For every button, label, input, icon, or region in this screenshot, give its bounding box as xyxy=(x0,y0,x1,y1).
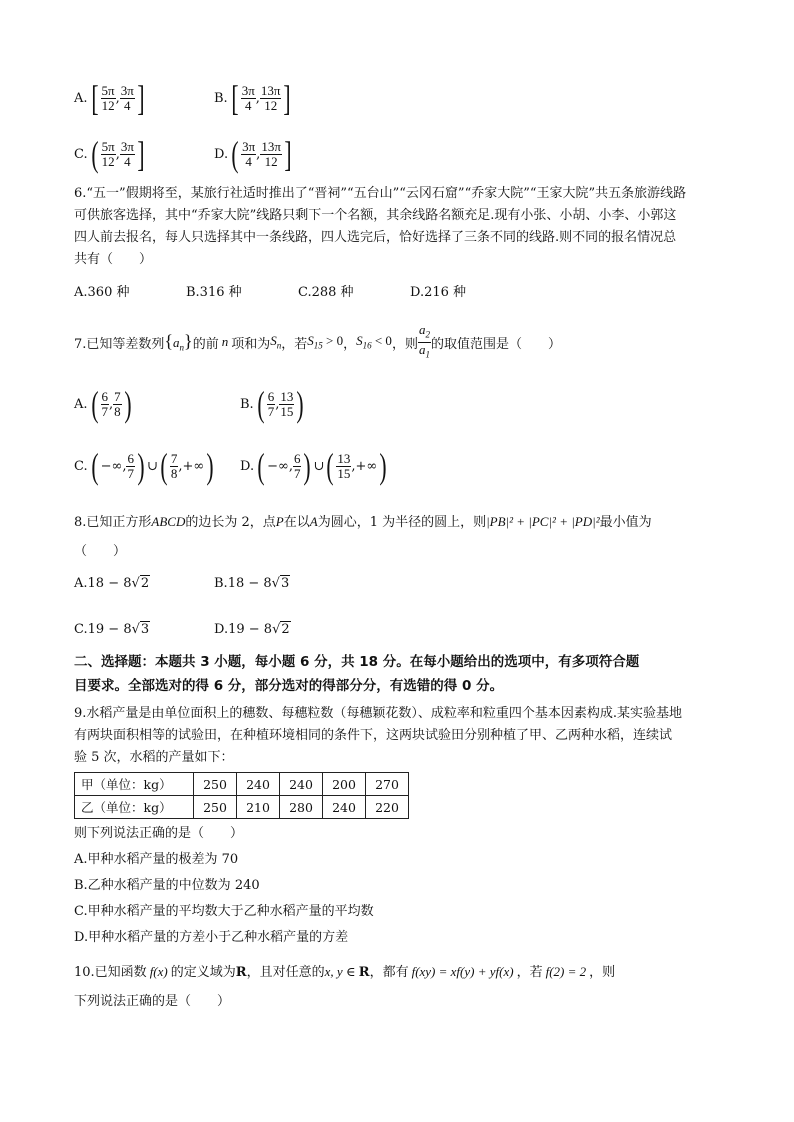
q6-options xyxy=(74,278,466,302)
q9-option-a[interactable]: A.甲种水稻产量的极差为 70 xyxy=(74,852,239,867)
q6-text-line-3: 四人前去报名，每人只选择其中一条线路，四人选完后，恰好选择了三条不同的线路.则不同的报名情况总 xyxy=(74,230,677,245)
table-cell: 240 xyxy=(237,773,280,796)
fraction: $\frac{13}{15}$ xyxy=(337,450,351,481)
q9-yield-table xyxy=(74,772,409,819)
table-row xyxy=(75,796,409,819)
fraction: $\frac{3\pi}{4}$ xyxy=(241,82,255,113)
q6-text-line-4: 共有（ ） xyxy=(74,252,153,267)
q8-option-a[interactable]: A.18 − 8√2 xyxy=(74,575,150,591)
q5-option-b[interactable]: B. [ $\frac{3\pi}{4}$ , $\frac{13\pi}{12}$ ] xyxy=(214,78,292,118)
sequence-symbol: $\{a_n\}$ xyxy=(164,331,193,353)
table-row-header: 甲（单位：kg） xyxy=(75,773,194,796)
distance-expression: |PB|² + |PC|² + |PD|² xyxy=(486,514,600,529)
table-cell: 280 xyxy=(280,796,323,819)
fraction: $\frac{7}{8}$ xyxy=(170,450,178,481)
q9-text-line-3: 验 5 次，水稻的产量如下： xyxy=(74,750,234,765)
table-cell: 240 xyxy=(280,773,323,796)
q8-stem: 8.已知正方形ABCD的边长为 2，点P在以A为圆心，1 为半径的圆上，则|PB|² + |PC|² + |PD|²最小值为 xyxy=(74,514,652,530)
q8-options-row-1 xyxy=(74,568,290,598)
q6-text-line-1: 6.“五一”假期将至，某旅行社适时推出了“晋祠”“五台山”“云冈石窟”“乔家大院”“王家大院”共五条旅游线路 xyxy=(74,186,687,201)
q9-option-c[interactable]: C.甲种水稻产量的平均数大于乙种水稻产量的平均数 xyxy=(74,904,374,919)
fraction: $\frac{5\pi}{12}$ xyxy=(101,82,115,113)
q5-option-c[interactable]: C. ( $\frac{5\pi}{12}$ , $\frac{3\pi}{4}$ ] xyxy=(74,134,145,174)
table-cell: 220 xyxy=(366,796,409,819)
fraction: $\frac{13\pi}{12}$ xyxy=(261,138,281,169)
q5-options-row-1 xyxy=(74,78,293,118)
q10-stem: 10.已知函数 f(x) 的定义域为R，且对任意的x, y ∈ R，都有 f(xy) = xf(y) + yf(x) ，若 f(2) = 2 ，则 xyxy=(74,964,616,980)
q8-option-c[interactable]: C.19 − 8√3 xyxy=(74,621,150,637)
table-cell: 200 xyxy=(323,773,366,796)
q7-option-d[interactable]: D. ( −∞, $\frac{6}{7}$ ) ∪ ( $\frac{13}{15}$ ,+∞ ) xyxy=(240,446,387,486)
q9-stem: 则下列说法正确的是（ ） xyxy=(74,826,244,841)
q6-option-c[interactable]: C.288 种 xyxy=(298,284,354,300)
table-row xyxy=(75,773,409,796)
fraction: $\frac{3\pi}{4}$ xyxy=(120,82,134,113)
q6-option-d[interactable]: D.216 种 xyxy=(410,284,467,300)
q7-options-row-1 xyxy=(74,384,306,424)
table-cell: 250 xyxy=(194,773,237,796)
q8-options-row-2 xyxy=(74,614,291,644)
q9-text-line-2: 有两块面积相等的试验田，在种植环境相同的条件下，这两块试验田分别种植了甲、乙两种水稻，连续试 xyxy=(74,728,673,743)
fraction: $\frac{6}{7}$ xyxy=(101,388,109,419)
q9-option-b[interactable]: B.乙种水稻产量的中位数为 240 xyxy=(74,878,260,893)
fraction: $\frac{13\pi}{12}$ xyxy=(260,82,281,113)
q6-text-line-2: 可供旅客选择，其中“乔家大院”线路只剩下一个名额，其余线路名额充足.现有小张、小胡、小李、小郭这 xyxy=(74,208,677,223)
section-2-heading-line-2: 目要求。全部选对的得 6 分，部分选对的得部分分，有选错的得 0 分。 xyxy=(74,678,504,694)
q8-option-b[interactable]: B.18 − 8√3 xyxy=(214,575,290,591)
q7-option-a[interactable]: A. ( $\frac{6}{7}$ , $\frac{7}{8}$ ) xyxy=(74,384,132,424)
q6-option-b[interactable]: B.316 种 xyxy=(186,284,242,300)
fraction: $\frac{6}{7}$ xyxy=(267,388,275,419)
fraction: $\frac{7}{8}$ xyxy=(114,388,121,419)
q5-options-row-2 xyxy=(74,134,294,174)
fraction: $\frac{5\pi}{12}$ xyxy=(101,138,115,169)
functional-equation: f(xy) = xf(y) + yf(x) xyxy=(411,964,514,979)
q8-option-d[interactable]: D.19 − 8√2 xyxy=(214,621,290,637)
q6-option-a[interactable]: A.360 种 xyxy=(74,284,130,300)
fraction: $\frac{6}{7}$ xyxy=(293,450,301,481)
q5-option-a[interactable]: A. [ $\frac{5\pi}{12}$ , $\frac{3\pi}{4}$ ] xyxy=(74,78,145,118)
fraction: $\frac{6}{7}$ xyxy=(127,450,134,481)
q10-stem-line-2: 下列说法正确的是（ ） xyxy=(74,994,231,1009)
fraction: $\frac{3\pi}{4}$ xyxy=(242,138,256,169)
table-cell: 240 xyxy=(323,796,366,819)
q8-stem-line-2: （ ） xyxy=(74,544,127,559)
q9-text-line-1: 9.水稻产量是由单位面积上的穗数、每穗粒数（每穗颖花数）、成粒率和粒重四个基本因素构成.某实验基地 xyxy=(74,706,683,721)
q7-options-row-2 xyxy=(74,446,389,486)
q7-option-b[interactable]: B. ( $\frac{6}{7}$ , $\frac{13}{15}$ ) xyxy=(240,384,304,424)
table-cell: 270 xyxy=(366,773,409,796)
q9-option-d[interactable]: D.甲种水稻产量的方差小于乙种水稻产量的方差 xyxy=(74,930,349,945)
table-cell: 250 xyxy=(194,796,237,819)
q7-stem: 7.已知等差数列 $\{a_n\}$ 的前 n 项和为 $S_n$ ，若 $S_{15} > 0$ ， $S_{16} < 0$ ，则 $\frac{a_2}{a_1}$ 的取值范围是（ ） xyxy=(74,321,561,360)
fraction: $\frac{13}{15}$ xyxy=(280,388,294,419)
fraction: $\frac{a_2}{a_1}$ xyxy=(418,321,430,360)
q7-option-c[interactable]: C. ( −∞, $\frac{6}{7}$ ) ∪ ( $\frac{7}{8}$ ,+∞ ) xyxy=(74,446,214,486)
fraction: $\frac{3\pi}{4}$ xyxy=(120,138,134,169)
q5-option-d[interactable]: D. ( $\frac{3\pi}{4}$ , $\frac{13\pi}{12}$ ] xyxy=(214,134,292,174)
table-cell: 210 xyxy=(237,796,280,819)
table-row-header: 乙（单位：kg） xyxy=(75,796,194,819)
section-2-heading-line-1: 二、选择题：本题共 3 小题，每小题 6 分，共 18 分。在每小题给出的选项中，有多项符合题 xyxy=(74,654,640,670)
